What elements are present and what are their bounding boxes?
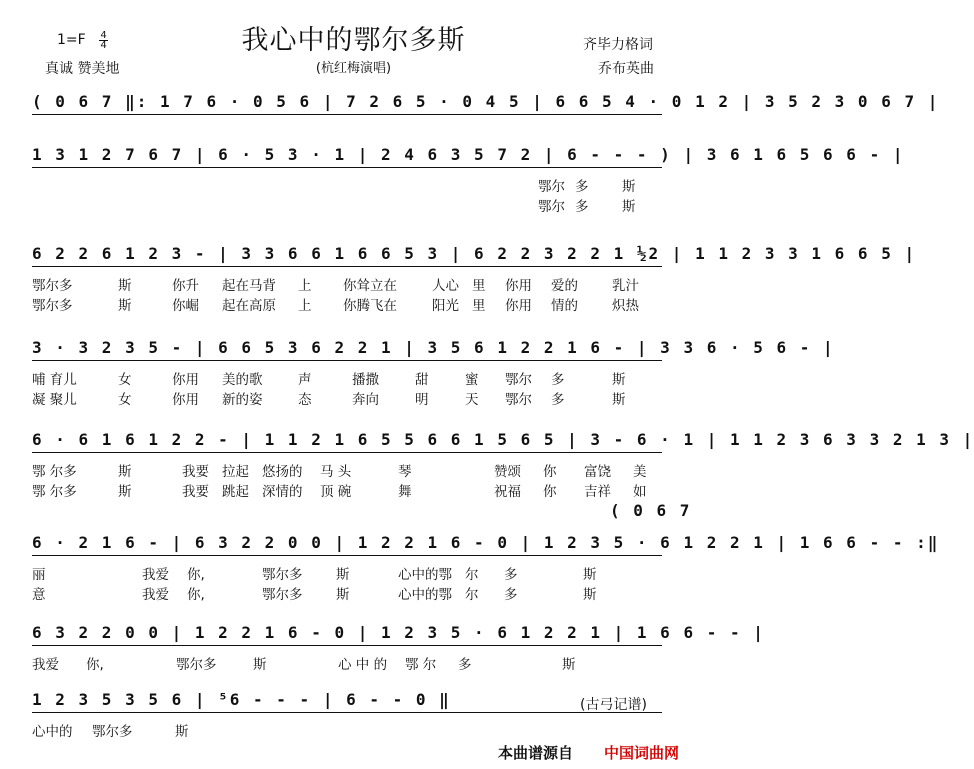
lyric-word: 拉起 bbox=[222, 464, 249, 480]
lyric-word: 斯 bbox=[118, 278, 132, 294]
lyric-word: 多 bbox=[551, 392, 565, 408]
notes-text: 6 2 2 6 1 2 3 - | 3 3 6 6 1 6 6 5 3 | 6 2 2 3 2 2 1 ½2 | 1 1 2 3 3 1 6 6 5 | bbox=[32, 244, 917, 263]
lyric-word: 斯 bbox=[118, 464, 132, 480]
lyric-word: 女 bbox=[118, 392, 132, 408]
lyric-word: 多 bbox=[575, 179, 589, 195]
beam-line bbox=[32, 645, 662, 646]
lyric-word: 我爱 bbox=[32, 657, 59, 673]
lyric-word: 意 bbox=[32, 587, 46, 603]
notes-text: 1 2 3 5 3 5 6 | ⁵6 - - - | 6 - - 0 ‖ bbox=[32, 690, 451, 709]
lyric-word: 富饶 bbox=[584, 464, 611, 480]
lyric-word: 心中的鄂 bbox=[398, 567, 452, 583]
notes-text: 6 · 6 1 6 1 2 2 - | 1 1 2 1 6 5 5 6 6 1 5 6 5 | 3 - 6 · 1 | 1 1 2 3 6 3 3 2 1 3 | bbox=[32, 430, 974, 449]
lyric-word: 上 bbox=[298, 278, 312, 294]
lyric-word: 斯 bbox=[612, 372, 626, 388]
lyric-word: 心 中 的 bbox=[338, 657, 388, 673]
lyric-word: 甜 bbox=[415, 372, 429, 388]
notes-text: ( 0 6 7 ‖: 1 7 6 · 0 5 6 | 7 2 6 5 · 0 4 5 | 6 6 5 4 · 0 1 2 | 3 5 2 3 0 6 7 | bbox=[32, 92, 940, 111]
expression-mark: 真诚 赞美地 bbox=[45, 61, 120, 77]
lyric-word: 你, bbox=[86, 657, 104, 673]
performer-credit: (杭红梅演唱) bbox=[315, 61, 392, 76]
lyric-word: 你升 bbox=[172, 278, 199, 294]
lyric-word: 你 bbox=[543, 484, 557, 500]
lyric-word: 斯 bbox=[253, 657, 267, 673]
lyric-word: 丽 bbox=[32, 567, 46, 583]
lyric-word: 鄂 尔多 bbox=[32, 484, 77, 500]
lyric-word: 斯 bbox=[118, 484, 132, 500]
lyric-word: 多 bbox=[575, 199, 589, 215]
lyric-word: 爱的 bbox=[551, 278, 578, 294]
lyric-word: 天 bbox=[465, 392, 479, 408]
lyric-word: 炽热 bbox=[612, 298, 639, 314]
lyric-word: 顶 碗 bbox=[320, 484, 352, 500]
lyric-word: 奔向 bbox=[352, 392, 379, 408]
composer-credit: 乔布英曲 bbox=[598, 61, 654, 77]
beam-line bbox=[32, 114, 662, 115]
lyric-word: 你, bbox=[187, 587, 205, 603]
song-title: 我心中的鄂尔多斯 bbox=[241, 25, 466, 56]
beam-line bbox=[32, 266, 662, 267]
lyric-word: 鄂尔多 bbox=[176, 657, 217, 673]
lyric-word: 里 bbox=[472, 278, 486, 294]
lyric-word: 你 bbox=[543, 464, 557, 480]
lyric-word: 鄂尔 bbox=[538, 199, 565, 215]
lyric-word: 深情的 bbox=[262, 484, 303, 500]
lyric-word: 多 bbox=[458, 657, 472, 673]
lyric-word: 你腾飞在 bbox=[343, 298, 397, 314]
lyric-word: 我要 bbox=[182, 464, 209, 480]
meter-bottom: 4 bbox=[100, 40, 107, 51]
lyric-word: 你用 bbox=[172, 392, 199, 408]
lyric-word: 鄂尔 bbox=[505, 392, 532, 408]
lyric-word: 鄂尔多 bbox=[32, 298, 73, 314]
lyric-word: 如 bbox=[633, 484, 647, 500]
lyric-word: 尔 bbox=[465, 587, 479, 603]
lyric-word: 斯 bbox=[622, 199, 636, 215]
notes-text: 6 · 2 1 6 - | 6 3 2 2 0 0 | 1 2 2 1 6 - 0 | 1 2 3 5 · 6 1 2 2 1 | 1 6 6 - - :‖ bbox=[32, 533, 940, 552]
lyricist-credit: 齐毕力格词 bbox=[583, 37, 653, 53]
lyric-word: 上 bbox=[298, 298, 312, 314]
lyric-word: 斯 bbox=[175, 724, 189, 740]
site-name[interactable]: 中国词曲网 bbox=[604, 744, 680, 762]
time-signature bbox=[99, 31, 108, 50]
lyric-word: 你用 bbox=[505, 298, 532, 314]
notes-text: 6 3 2 2 0 0 | 1 2 2 1 6 - 0 | 1 2 3 5 · 6 1 2 2 1 | 1 6 6 - - | bbox=[32, 623, 765, 642]
lyric-word: 鄂 尔多 bbox=[32, 464, 77, 480]
source-label: 本曲谱源自 bbox=[498, 744, 574, 762]
lyric-word: 播撒 bbox=[352, 372, 379, 388]
lyric-word: 凝 聚儿 bbox=[32, 392, 77, 408]
lyric-word: 阳光 bbox=[432, 298, 459, 314]
lyric-word: 情的 bbox=[551, 298, 578, 314]
beam-line bbox=[32, 555, 662, 556]
lyric-word: 人心 bbox=[432, 278, 459, 294]
lyric-word: 哺 育儿 bbox=[32, 372, 77, 388]
lyric-word: 悠扬的 bbox=[262, 464, 303, 480]
lyric-word: 美的歌 bbox=[222, 372, 263, 388]
lyric-word: 你耸立在 bbox=[343, 278, 397, 294]
lyric-word: 女 bbox=[118, 372, 132, 388]
lyric-word: 尔 bbox=[465, 567, 479, 583]
pickup-notes: ( 0 6 7 bbox=[610, 501, 692, 520]
key-signature: 1=F bbox=[57, 32, 86, 48]
lyric-word: 斯 bbox=[583, 567, 597, 583]
lyric-word: 赞颂 bbox=[494, 464, 521, 480]
notes-text: 1 3 1 2 7 6 7 | 6 · 5 3 · 1 | 2 4 6 3 5 7 2 | 6 - - - ) | 3 6 1 6 5 6 6 - | bbox=[32, 145, 905, 164]
lyric-word: 斯 bbox=[336, 587, 350, 603]
meter-top: 4 bbox=[100, 30, 107, 41]
notes-text: 3 · 3 2 3 5 - | 6 6 5 3 6 2 2 1 | 3 5 6 1 2 2 1 6 - | 3 3 6 · 5 6 - | bbox=[32, 338, 835, 357]
lyric-word: 心中的鄂 bbox=[398, 587, 452, 603]
lyric-word: 斯 bbox=[336, 567, 350, 583]
beam-line bbox=[32, 712, 662, 713]
lyric-word: 你, bbox=[187, 567, 205, 583]
lyric-word: 多 bbox=[551, 372, 565, 388]
lyric-word: 鄂尔 bbox=[538, 179, 565, 195]
lyric-word: 斯 bbox=[612, 392, 626, 408]
lyric-word: 多 bbox=[504, 587, 518, 603]
lyric-word: 我爱 bbox=[142, 567, 169, 583]
lyric-word: 斯 bbox=[118, 298, 132, 314]
lyric-word: 心中的 bbox=[32, 724, 73, 740]
lyric-word: 新的姿 bbox=[222, 392, 263, 408]
lyric-word: 鄂 尔 bbox=[405, 657, 437, 673]
lyric-word: 我要 bbox=[182, 484, 209, 500]
lyric-word: 美 bbox=[633, 464, 647, 480]
lyric-word: 态 bbox=[298, 392, 312, 408]
lyric-word: 舞 bbox=[398, 484, 412, 500]
lyric-word: 你用 bbox=[505, 278, 532, 294]
lyric-word: 祝福 bbox=[494, 484, 521, 500]
lyric-word: 琴 bbox=[398, 464, 412, 480]
notation-credit: (古弓记谱) bbox=[580, 697, 647, 713]
lyric-word: 鄂尔多 bbox=[32, 278, 73, 294]
lyric-word: 吉祥 bbox=[584, 484, 611, 500]
lyric-word: 马 头 bbox=[320, 464, 352, 480]
lyric-word: 斯 bbox=[583, 587, 597, 603]
lyric-word: 多 bbox=[504, 567, 518, 583]
lyric-word: 蜜 bbox=[465, 372, 479, 388]
beam-line bbox=[32, 167, 662, 168]
lyric-word: 明 bbox=[415, 392, 429, 408]
lyric-word: 你崛 bbox=[172, 298, 199, 314]
lyric-word: 斯 bbox=[562, 657, 576, 673]
lyric-word: 我爱 bbox=[142, 587, 169, 603]
lyric-word: 斯 bbox=[622, 179, 636, 195]
lyric-word: 鄂尔多 bbox=[262, 587, 303, 603]
lyric-word: 声 bbox=[298, 372, 312, 388]
lyric-word: 里 bbox=[472, 298, 486, 314]
lyric-word: 起在马背 bbox=[222, 278, 276, 294]
beam-line bbox=[32, 452, 662, 453]
lyric-word: 鄂尔多 bbox=[92, 724, 133, 740]
lyric-word: 鄂尔多 bbox=[262, 567, 303, 583]
lyric-word: 起在高原 bbox=[222, 298, 276, 314]
beam-line bbox=[32, 360, 662, 361]
lyric-word: 你用 bbox=[172, 372, 199, 388]
lyric-word: 乳汁 bbox=[612, 278, 639, 294]
lyric-word: 鄂尔 bbox=[505, 372, 532, 388]
lyric-word: 跳起 bbox=[222, 484, 249, 500]
